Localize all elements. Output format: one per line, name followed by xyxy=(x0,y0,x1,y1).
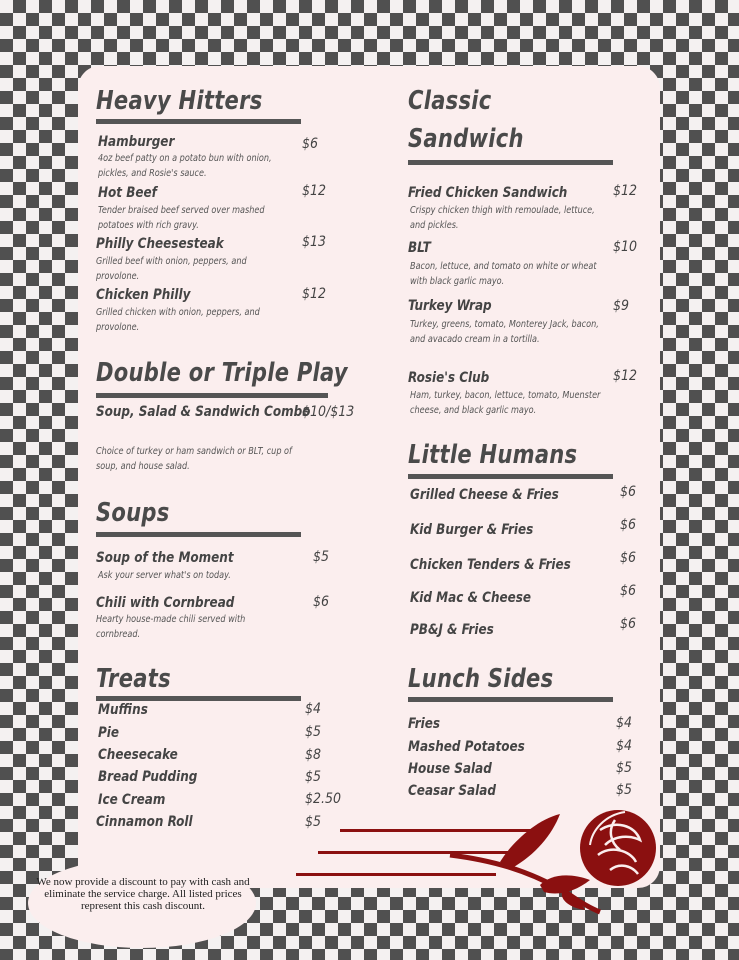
item-desc: 4oz beef patty on a potato bun with onion, pickles, and Rosie's sauce. xyxy=(98,153,272,179)
item-desc: Ham, turkey, bacon, lettuce, tomato, Muenster cheese, and black garlic mayo. xyxy=(410,390,601,416)
section-rule xyxy=(408,474,613,479)
item-price: $4 xyxy=(305,701,322,717)
item-price: $4 xyxy=(616,738,633,754)
item-name: Cinnamon Roll xyxy=(96,814,193,830)
item-price: $8 xyxy=(305,747,322,763)
item-name: Hamburger xyxy=(98,134,175,150)
item-price: $6 xyxy=(620,616,637,632)
item-name: Muffins xyxy=(98,702,148,718)
item-desc: Hearty house-made chili served with cornbread. xyxy=(96,614,246,640)
item-name: Chicken Philly xyxy=(96,287,191,303)
item-price: $9 xyxy=(613,298,630,314)
rose-icon xyxy=(440,800,660,915)
section-title-classic-line1: Classic xyxy=(408,86,492,116)
item-price: $5 xyxy=(616,782,633,798)
section-title-treats: Treats xyxy=(96,664,171,694)
section-rule xyxy=(96,119,301,124)
item-price: $13 xyxy=(302,234,327,250)
item-price: $6 xyxy=(313,594,330,610)
item-price: $6 xyxy=(620,583,637,599)
item-name: Kid Mac & Cheese xyxy=(410,590,532,606)
item-desc: Grilled chicken with onion, peppers, and provolone. xyxy=(96,307,260,333)
item-name: House Salad xyxy=(408,761,492,777)
section-title-lunch-sides: Lunch Sides xyxy=(408,664,554,694)
item-desc: Bacon, lettuce, and tomato on white or wheat with black garlic mayo. xyxy=(410,261,597,287)
item-price: $6 xyxy=(620,550,637,566)
section-title-double-play: Double or Triple Play xyxy=(96,358,348,388)
item-desc: Tender braised beef served over mashed potatoes with rich gravy. xyxy=(98,205,265,231)
section-title-heavy-hitters: Heavy Hitters xyxy=(96,86,263,116)
item-name: Fried Chicken Sandwich xyxy=(408,185,568,201)
item-name: Hot Beef xyxy=(98,185,157,201)
item-price: $12 xyxy=(613,368,638,384)
item-price: $5 xyxy=(305,814,322,830)
section-rule xyxy=(96,696,301,701)
section-rule xyxy=(408,697,613,702)
item-price: $12 xyxy=(613,183,638,199)
item-price: $12 xyxy=(302,183,327,199)
item-name: Kid Burger & Fries xyxy=(410,522,534,538)
item-price: $4 xyxy=(616,715,633,731)
item-price: $5 xyxy=(305,769,322,785)
item-name: Chili with Cornbread xyxy=(96,595,235,611)
item-name: Bread Pudding xyxy=(98,769,198,785)
item-name: Soup, Salad & Sandwich Combo xyxy=(96,404,311,420)
item-price: $6 xyxy=(620,484,637,500)
item-price: $5 xyxy=(616,760,633,776)
item-desc: Crispy chicken thigh with remoulade, lettuce, and pickles. xyxy=(410,205,595,231)
item-name: Rosie's Club xyxy=(408,370,490,386)
item-name: Ice Cream xyxy=(98,792,166,808)
cash-discount-note: We now provide a discount to pay with cash and eliminate the service charge. All listed prices represent this cash discount. xyxy=(36,876,250,912)
item-desc: Grilled beef with onion, peppers, and provolone. xyxy=(96,256,247,282)
item-price: $6 xyxy=(620,517,637,533)
item-name: Ceasar Salad xyxy=(408,783,496,799)
section-title-little-humans: Little Humans xyxy=(408,440,578,470)
item-name: Fries xyxy=(408,716,441,732)
item-name: Philly Cheesesteak xyxy=(96,236,224,252)
item-name: Pie xyxy=(98,725,120,741)
section-title-soups: Soups xyxy=(96,498,170,528)
item-name: Cheesecake xyxy=(98,747,178,763)
item-desc: Turkey, greens, tomato, Monterey Jack, bacon, and avacado cream in a tortilla. xyxy=(410,319,599,345)
item-price: $5 xyxy=(313,549,330,565)
section-rule xyxy=(408,160,613,165)
section-rule xyxy=(96,532,301,537)
item-name: BLT xyxy=(408,240,431,256)
item-price: $2.50 xyxy=(305,791,342,807)
item-price: $5 xyxy=(305,724,322,740)
item-name: Chicken Tenders & Fries xyxy=(410,557,571,573)
item-price: $10/$13 xyxy=(302,404,355,420)
item-desc: Choice of turkey or ham sandwich or BLT, cup of soup, and house salad. xyxy=(96,446,292,472)
item-name: Soup of the Moment xyxy=(96,550,234,566)
item-name: PB&J & Fries xyxy=(410,622,494,638)
item-price: $12 xyxy=(302,286,327,302)
section-rule xyxy=(96,393,328,398)
item-name: Turkey Wrap xyxy=(408,298,492,314)
item-price: $6 xyxy=(302,136,319,152)
item-name: Mashed Potatoes xyxy=(408,739,525,755)
item-price: $10 xyxy=(613,239,638,255)
item-name: Grilled Cheese & Fries xyxy=(410,487,559,503)
item-desc: Ask your server what's on today. xyxy=(98,570,231,581)
section-title-classic-line2: Sandwich xyxy=(408,124,524,154)
